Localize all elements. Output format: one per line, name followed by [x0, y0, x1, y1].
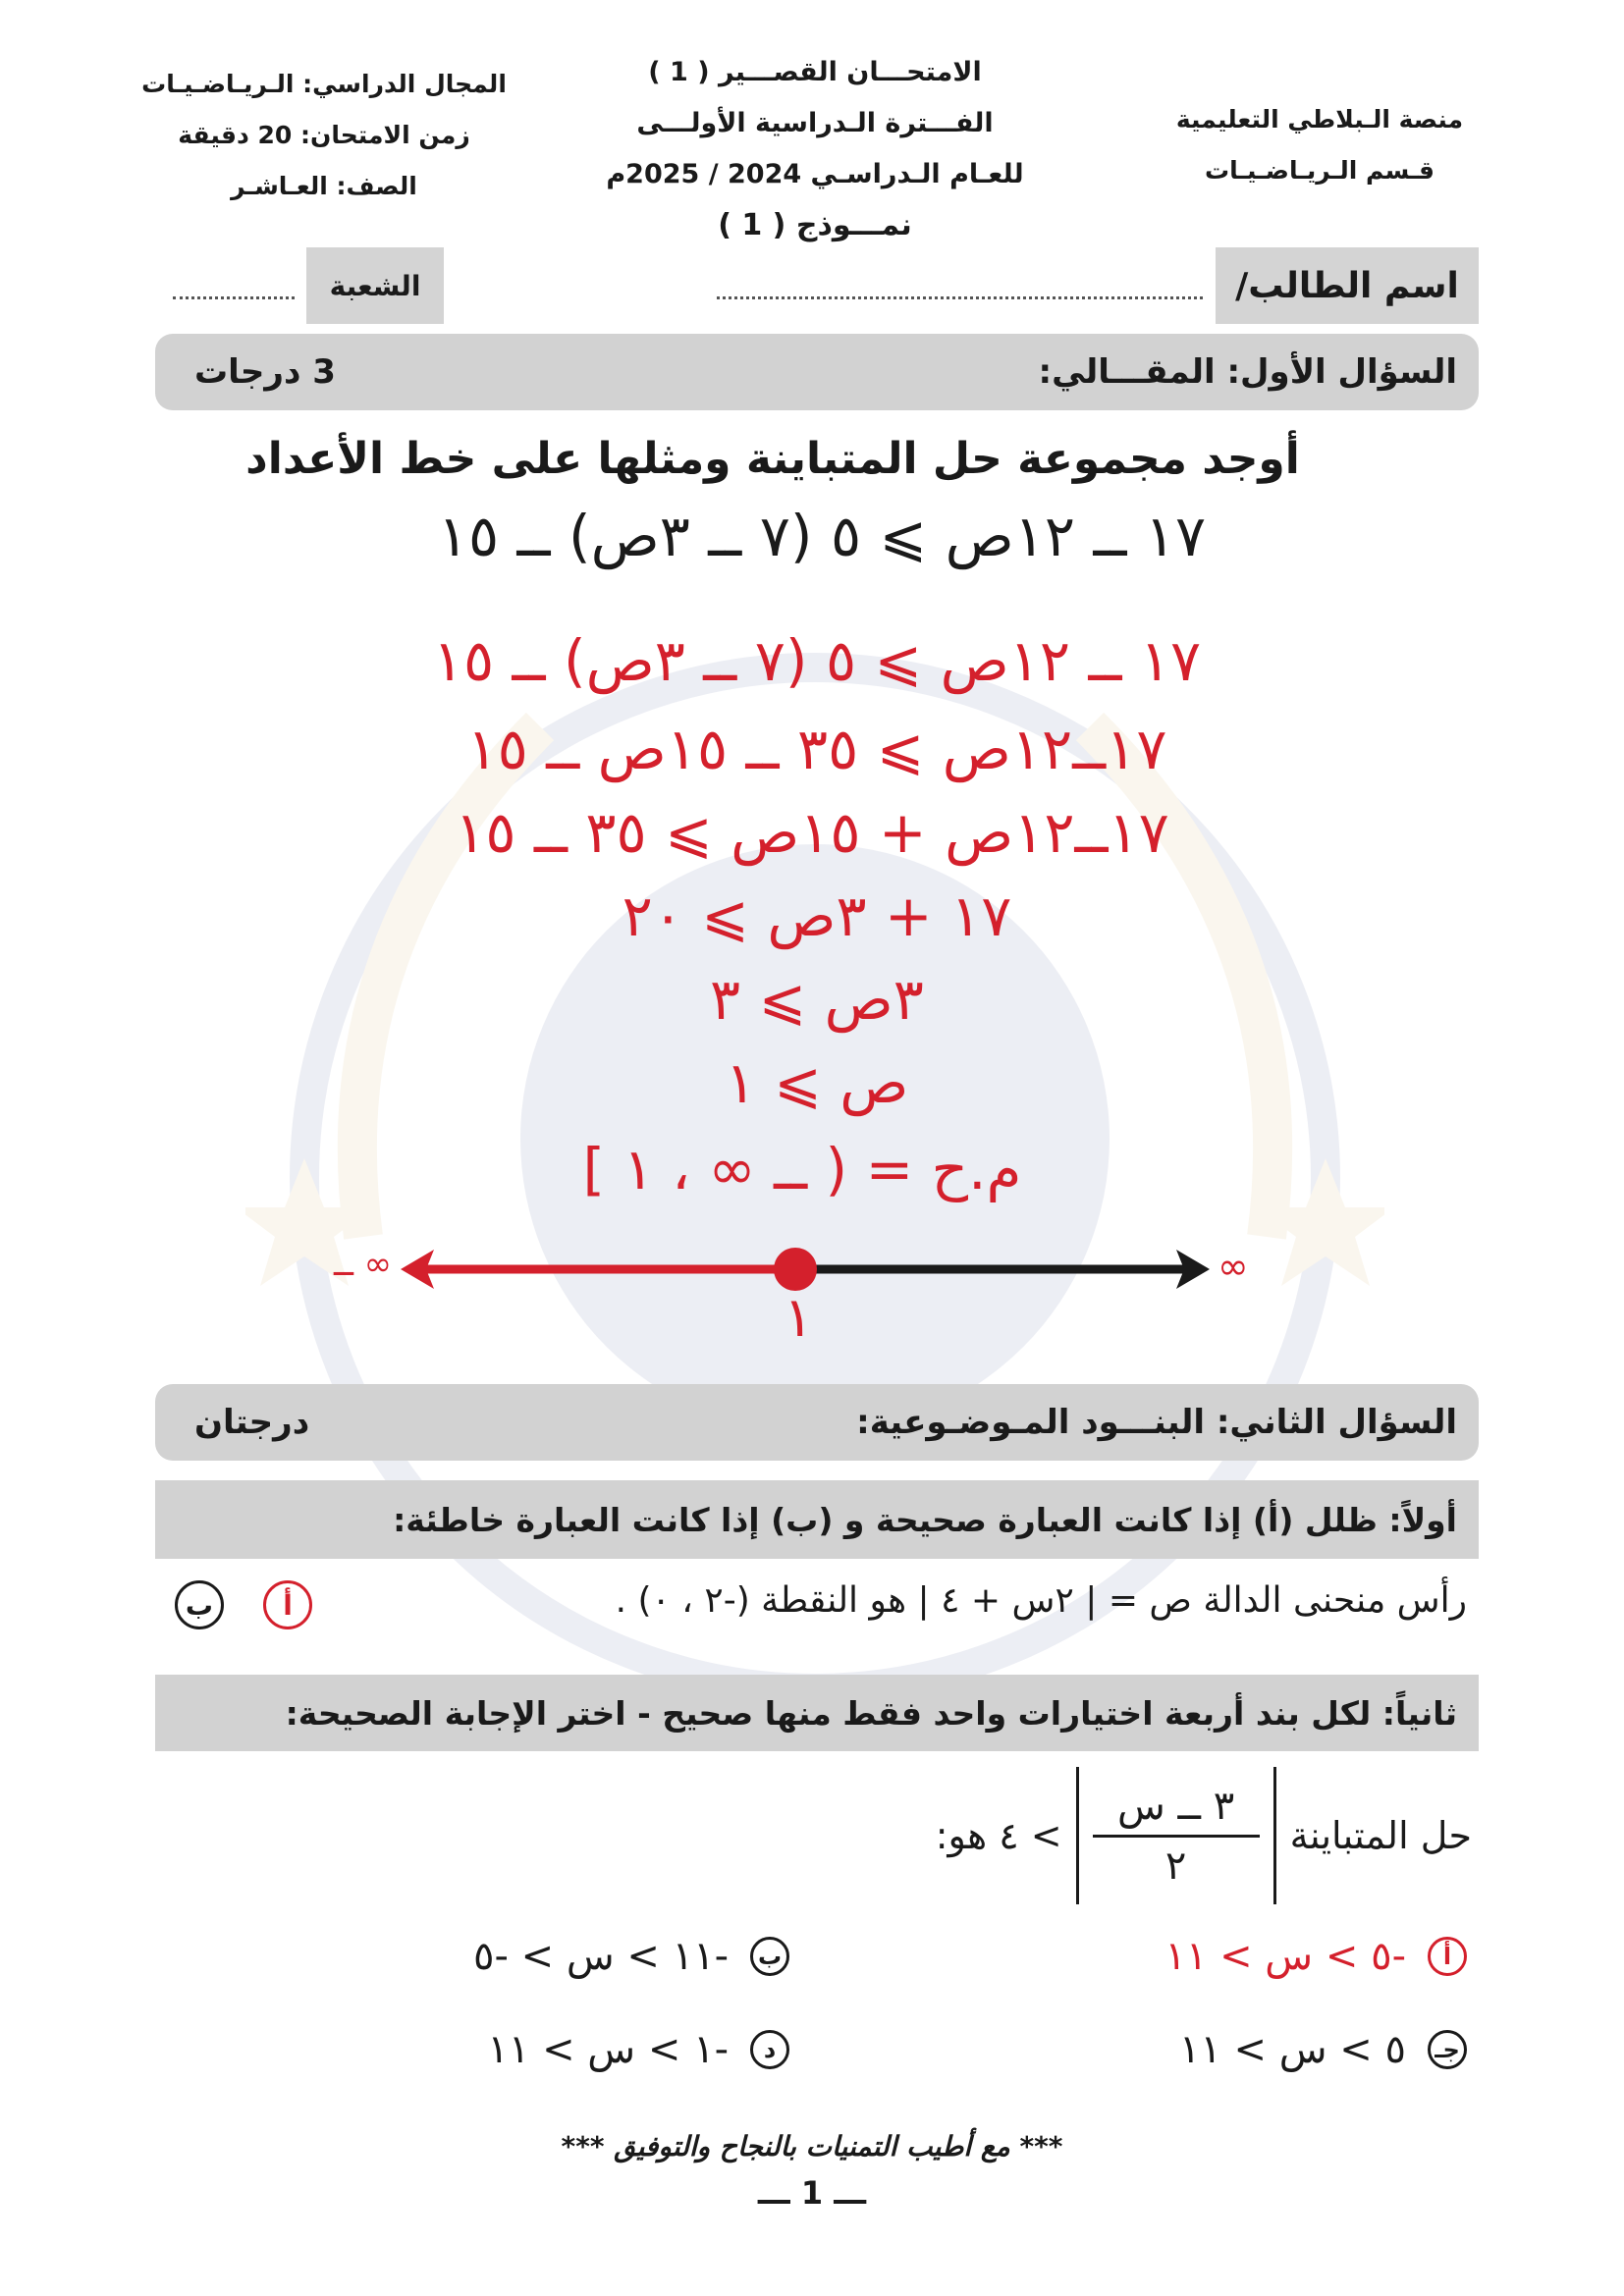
- solution-step: ١٧ــ١٢ص + ١٥ص ⩾ ٣٥ ــ ١٥: [455, 799, 1169, 866]
- option-text: ٥ > س > ١١: [1178, 2027, 1406, 2072]
- solution-step: م.ح = ( ــ ∞ ، ١ ]: [582, 1136, 1022, 1202]
- exam-title: الامتحـــان القصـــير ( 1 ): [648, 57, 982, 87]
- section-label: الشعبة: [329, 269, 421, 302]
- question-two-bar: [155, 1384, 1479, 1461]
- question-one-prompt: أوجد مجموعة حل المتباينة ومثلها على خط الأعداد: [245, 434, 1300, 484]
- tf-choices: [175, 1580, 312, 1629]
- exam-model: نمـــوذج ( 1 ): [718, 208, 912, 242]
- grade-level: الصف: العـاشـر: [231, 172, 417, 200]
- page-number: ـــ 1 ـــ: [757, 2174, 867, 2212]
- mcq-option-a[interactable]: [1164, 1934, 1467, 1979]
- fraction: [1093, 1784, 1260, 1889]
- mcq-question: [936, 1767, 1472, 1904]
- solution-step: ص ⩾ ١: [725, 1049, 909, 1116]
- question-two-title: السؤال الثاني: البنـــود المـوضـوعية:: [856, 1403, 1457, 1442]
- option-letter: ب: [750, 1937, 789, 1976]
- fraction-denominator: ٢: [1164, 1842, 1187, 1889]
- option-text: -١ > س > ١١: [487, 2027, 729, 2072]
- absolute-value-bar: [1076, 1767, 1079, 1904]
- choice-a-true[interactable]: أ: [263, 1580, 312, 1629]
- student-name-field[interactable]: [717, 296, 1203, 299]
- mcq-prefix: حل المتباينة: [1289, 1814, 1472, 1857]
- solution-step: ١٧ــ١٢ص ⩾ ٣٥ ــ ١٥ص ــ ١٥: [466, 716, 1167, 782]
- closed-point: [774, 1248, 817, 1291]
- mcq-option-c[interactable]: [1179, 2027, 1467, 2072]
- department-name: قـسم الـريـاضـيـات: [1205, 156, 1435, 185]
- subject-field: المجال الدراسي: الـريـاضـيـات: [141, 70, 507, 98]
- question-one-bar: [155, 334, 1479, 410]
- section-label-box: [306, 247, 444, 324]
- question-one-title: السؤال الأول: المقـــالي:: [1038, 352, 1457, 392]
- exam-period: الفـــترة الـدراسية الأولـــى: [636, 108, 994, 138]
- part-two-bar: [155, 1675, 1479, 1751]
- solution-step: ١٧ ــ ١٢ص ⩾ ٥ (٧ ــ ٣ص) ــ ١٥: [432, 627, 1202, 694]
- tf-statement: رأس منحنى الدالة ص = | ٢س + ٤ | هو النقطة (-٢ ، ٠) .: [615, 1580, 1467, 1621]
- exam-duration: زمن الامتحان: 20 دقيقة: [178, 121, 470, 149]
- exam-year: للعـام الـدراسـي 2024 / 2025م: [606, 159, 1024, 189]
- option-text: -١١ > س > -٥: [472, 1934, 729, 1979]
- header-exam: [550, 47, 1080, 251]
- option-letter: جـ: [1428, 2030, 1467, 2069]
- part-two-title: ثانياً: لكل بند أربعة اختيارات واحد فقط منها صحيح - اختر الإجابة الصحيحة:: [285, 1693, 1457, 1733]
- mcq-suffix: > ٤ هو:: [935, 1814, 1062, 1857]
- number-line-left-label: ــ ∞: [334, 1245, 393, 1284]
- option-letter: أ: [1428, 1937, 1467, 1976]
- question-two-marks: درجتان: [194, 1403, 310, 1442]
- part-one-title: أولاً: ظلل (أ) إذا كانت العبارة صحيحة و (ب) إذا كانت العبارة خاطئة:: [393, 1500, 1457, 1539]
- student-name-label-box: [1216, 247, 1479, 324]
- solution-step: ١٧ + ٣ص ⩾ ٢٠: [622, 882, 1012, 949]
- number-line-point-label: ١: [784, 1286, 814, 1350]
- fraction-numerator: ٣ ــ س: [1117, 1783, 1235, 1829]
- absolute-value-bar: [1273, 1767, 1276, 1904]
- question-one-marks: 3 درجات: [194, 352, 336, 392]
- header-school: [1163, 94, 1477, 196]
- mcq-option-b[interactable]: [473, 1934, 789, 1979]
- school-name: منصة الـبلاطي التعليمية: [1175, 105, 1464, 133]
- mcq-option-d[interactable]: [487, 2027, 789, 2072]
- number-line-right-label: ∞: [1218, 1245, 1249, 1288]
- option-letter: د: [750, 2030, 789, 2069]
- student-name-label: اسم الطالب/: [1235, 265, 1459, 306]
- question-one-inequality: ١٧ ــ ١٢ص ⩾ ٥ (٧ ــ ٣ص) ــ ١٥: [437, 503, 1207, 569]
- option-text: -٥ > س > ١١: [1164, 1934, 1406, 1979]
- part-one-bar: [155, 1480, 1479, 1559]
- header-info: [137, 59, 511, 212]
- choice-b-false[interactable]: ب: [175, 1580, 224, 1629]
- solution-step: ٣ص ⩾ ٣: [710, 966, 924, 1033]
- section-field[interactable]: [173, 296, 295, 299]
- footer-wish: *** مع أطيب التمنيات بالنجاح والتوفيق ***: [561, 2130, 1063, 2163]
